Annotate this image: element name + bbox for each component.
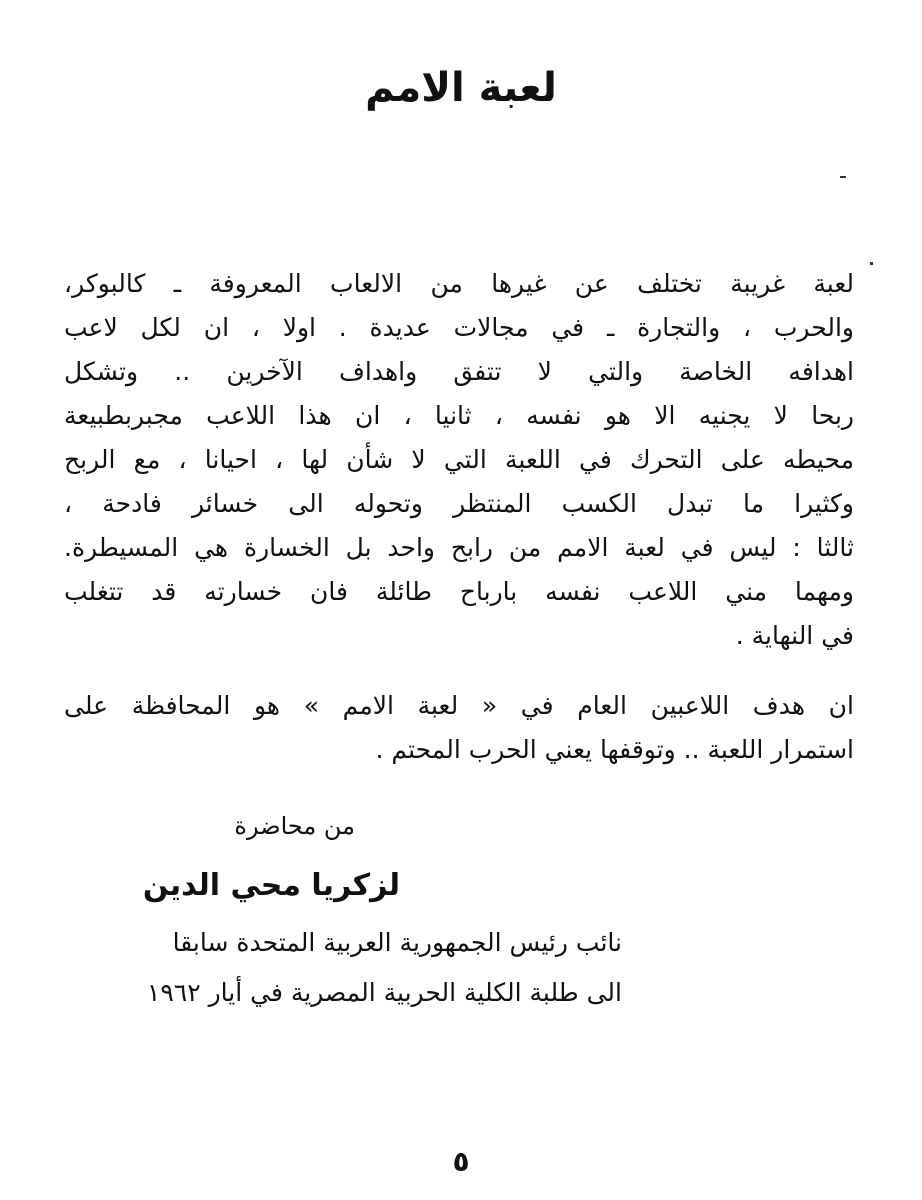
main-paragraph (64, 262, 854, 658)
paragraph-line: في النهاية . (735, 621, 854, 650)
paragraph-line: استمرار اللعبة .. وتوقفها يعني الحرب المحتم . (375, 735, 854, 764)
author-name: لزكريا محي الدين (142, 868, 400, 903)
paragraph-line: ربحا لا يجنيه الا هو نفسه ، ثانيا ، ان هذا اللاعب مجبربطبيعة (64, 401, 854, 430)
stray-mark (840, 176, 846, 178)
page-title: لعبة الامم (365, 65, 557, 111)
paragraph-line: وكثيرا ما تبدل الكسب المنتظر وتحوله الى خسائر فادحة ، (64, 489, 854, 518)
paragraph-line: اهدافه الخاصة والتي لا تتفق واهداف الآخرين .. وتشكل (64, 357, 854, 386)
author-role (62, 918, 622, 1018)
source-label: من محاضرة (234, 812, 355, 840)
role-line: الى طلبة الكلية الحربية المصرية في أيار ١٩٦٢ (146, 978, 622, 1007)
paragraph-line: ان هدف اللاعبين العام في « لعبة الامم » هو المحافظة على (64, 691, 854, 720)
paragraph-line: ومهما مني اللاعب نفسه بارباح طائلة فان خسارته قد تتغلب (64, 577, 854, 606)
paragraph-line: والحرب ، والتجارة ـ في مجالات عديدة . اولا ، ان لكل لاعب (64, 313, 854, 342)
paragraph-line: لعبة غريبة تختلف عن غيرها من الالعاب المعروفة ـ كالبوكر، (64, 269, 854, 298)
stray-mark (870, 262, 873, 265)
second-paragraph (64, 684, 854, 772)
role-line: نائب رئيس الجمهورية العربية المتحدة سابقا (172, 928, 622, 957)
page-number: ٥ (452, 1145, 470, 1178)
paragraph-line: ثالثا : ليس في لعبة الامم من رابح واحد بل الخسارة هي المسيطرة. (64, 533, 854, 562)
paragraph-line: محيطه على التحرك في اللعبة التي لا شأن لها ، احيانا ، مع الربح (64, 445, 854, 474)
